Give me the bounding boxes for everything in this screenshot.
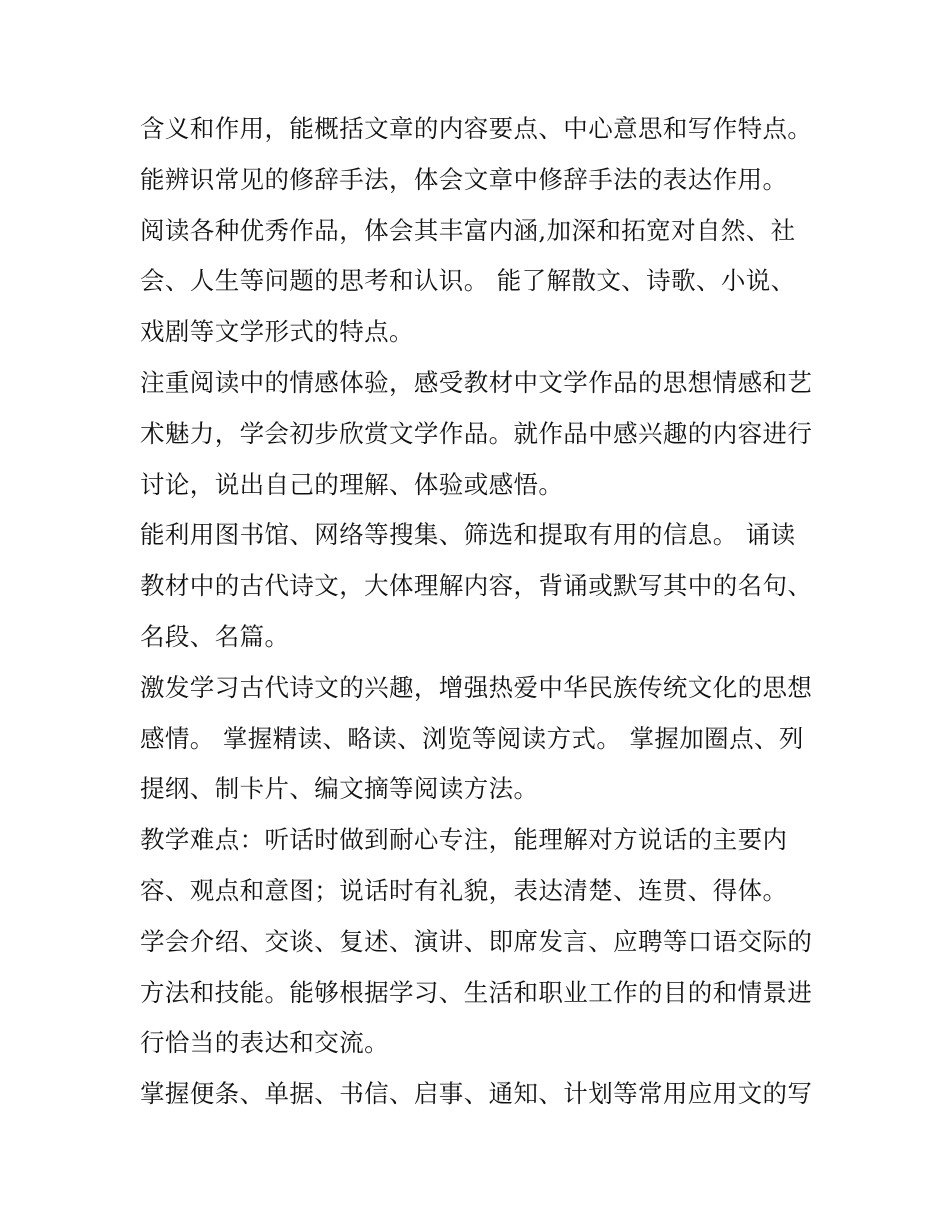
text-line: 能利用图书馆、网络等搜集、筛选和提取有用的信息。 诵读 bbox=[140, 520, 796, 550]
text-line: 行恰当的表达和交流。 bbox=[140, 1028, 389, 1058]
paragraph bbox=[140, 663, 820, 815]
document-body bbox=[140, 104, 820, 1120]
text-line: 注重阅读中的情感体验，感受教材中文学作品的思想情感和艺 bbox=[140, 367, 813, 397]
paragraph bbox=[140, 815, 820, 917]
text-line: 感情。 掌握精读、略读、浏览等阅读方式。 掌握加圈点、列 bbox=[140, 723, 804, 753]
text-line: 掌握便条、单据、书信、启事、通知、计划等常用应用文的写 bbox=[140, 1079, 813, 1109]
text-line: 会、人生等问题的思考和认识。 能了解散文、诗歌、小说、 bbox=[140, 266, 796, 296]
text-line: 学会介绍、交谈、复述、演讲、即席发言、应聘等口语交际的 bbox=[140, 926, 813, 956]
paragraph bbox=[140, 206, 820, 358]
text-line: 能辨识常见的修辞手法，体会文章中修辞手法的表达作用。 bbox=[140, 164, 788, 194]
paragraph bbox=[140, 510, 820, 662]
text-line: 容、观点和意图；说话时有礼貌，表达清楚、连贯、得体。 bbox=[140, 875, 788, 905]
paragraph bbox=[140, 104, 820, 155]
paragraph bbox=[140, 917, 820, 1069]
text-line: 名段、名篇。 bbox=[140, 621, 290, 651]
text-line: 讨论，说出自己的理解、体验或感悟。 bbox=[140, 469, 564, 499]
paragraph bbox=[140, 155, 820, 206]
text-line: 术魅力，学会初步欣赏文学作品。就作品中感兴趣的内容进行 bbox=[140, 418, 813, 448]
paragraph bbox=[140, 358, 820, 510]
text-line: 含义和作用，能概括文章的内容要点、中心意思和写作特点。 bbox=[140, 114, 813, 143]
text-line: 教学难点：听话时做到耐心专注，能理解对方说话的主要内 bbox=[140, 825, 788, 855]
text-line: 教材中的古代诗文，大体理解内容，背诵或默写其中的名句、 bbox=[140, 571, 813, 601]
text-line: 戏剧等文学形式的特点。 bbox=[140, 317, 414, 347]
text-line: 提纲、制卡片、编文摘等阅读方法。 bbox=[140, 774, 539, 804]
text-line: 方法和技能。能够根据学习、生活和职业工作的目的和情景进 bbox=[140, 977, 813, 1007]
text-line: 阅读各种优秀作品，体会其丰富内涵,加深和拓宽对自然、社 bbox=[140, 215, 796, 245]
paragraph bbox=[140, 1069, 820, 1120]
text-line: 激发学习古代诗文的兴趣，增强热爱中华民族传统文化的思想 bbox=[140, 672, 813, 702]
